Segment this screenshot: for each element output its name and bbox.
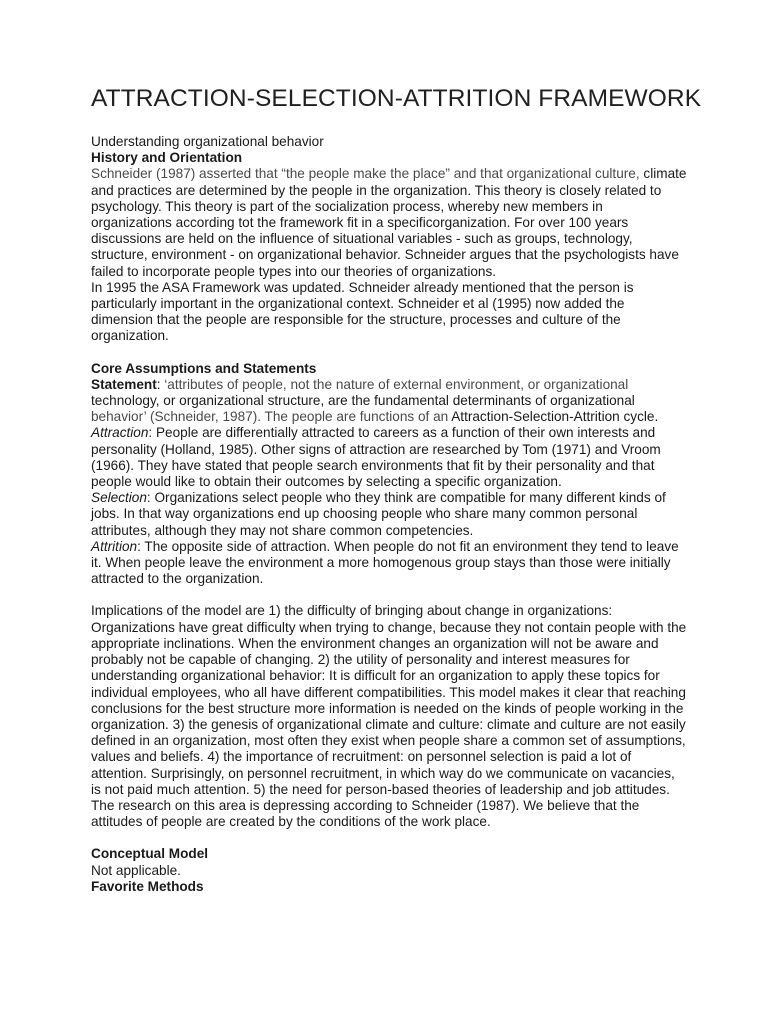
- attrition-text: : The opposite side of attraction. When people do not fit an environment they tend to leave it. When people leave the environment a more homogenous group stays than those were initially attracted to the organization.: [91, 538, 679, 587]
- section-heading-conceptual: Conceptual Model: [91, 846, 209, 862]
- section-heading-history: History and Orientation: [91, 150, 243, 166]
- statement-label: Statement: [91, 376, 157, 392]
- history-paragraph-2: In 1995 the ASA Framework was updated. Schneider already mentioned that the person is particularly important in the organizational context. Schneider et al (1995) now added the dimension that the people are responsible for the structure, processes and culture of the organization.: [91, 279, 634, 344]
- statement-citation: behavior’ (Schneider, 1987). The people are functions of an: [91, 409, 449, 425]
- attraction-label: Attraction: [91, 425, 149, 441]
- conceptual-text: Not applicable.: [91, 862, 181, 878]
- document-subtitle: Understanding organizational behavior: [91, 134, 324, 149]
- statement-separator: :: [156, 376, 165, 392]
- selection-label: Selection: [91, 490, 147, 506]
- spacer: [91, 345, 687, 361]
- statement-paragraph: [91, 377, 687, 426]
- history-paragraph-1-rest: climate and practices are determined by the people in the organization. This theory is closely related to psychology. This theory is part of the socialization process, whereby new members in organizations according tot the framework fit in a specificorganization. For over 100 years discussions are held on the influence of situational variables - such as groups, technology, structure, environment - on organizational behavior. Schneider argues that the psychologists have failed to incorporate people types into our theories of organizations.: [91, 166, 687, 279]
- attrition-label: Attrition: [91, 538, 138, 554]
- section-heading-methods: Favorite Methods: [91, 878, 204, 894]
- implications-paragraph: Implications of the model are 1) the difficulty of bringing about change in organizations: Organizations have great difficulty when trying to change, because they not contain people with the appropriate inclinations. When the environment changes an organization will not be aware and probably not be capable of changing. 2) the utility of personality and interest measures for understanding organizational behavior: It is difficult for an organization to apply these topics for individual employees, who all have different compatibilities. This model makes it clear that reaching conclusions for the best structure more information is needed on the kinds of people working in the organization. 3) the genesis of organizational climate and culture: climate and culture are not easily defined in an organization, most often they exist when people share a common set of assumptions, values and beliefs. 4) the importance of recruitment: on personnel selection is paid a lot of attention. Surprisingly, on personnel recruitment, in which way do we communicate on vacancies, is not paid much attention. 5) the need for person-based theories of leadership and job attitudes. The research on this area is depressing according to Schneider (1987). We believe that the attitudes of people are created by the conditions of the work place.: [91, 603, 687, 830]
- statement-middle: technology, or organizational structure, are the fundamental determinants of organizational: [91, 393, 635, 409]
- selection-paragraph: [91, 490, 687, 539]
- attrition-paragraph: [91, 539, 687, 588]
- document-body: [91, 84, 702, 895]
- history-paragraph-1: [91, 166, 687, 279]
- attraction-text: : People are differentially attracted to careers as a function of their own interests and personality (Holland, 1985). Other signs of attraction are researched by Tom (1971) and Vroom (1966). They have stated that people search environments that fit by their personality and that people would like to obtain their outcomes by selecting a specific organization.: [91, 425, 661, 490]
- spacer: [91, 830, 687, 846]
- selection-text: : Organizations select people who they think are compatible for many different kinds of jobs. In that way organizations end up choosing people who share many common personal attributes, although they may not share common competencies.: [91, 490, 666, 538]
- statement-quote: ‘attributes of people, not the nature of external environment, or organizational: [164, 376, 629, 392]
- attraction-paragraph: [91, 425, 687, 490]
- section-heading-core: Core Assumptions and Statements: [91, 360, 317, 376]
- spacer: [91, 587, 687, 603]
- document-title: ATTRACTION-SELECTION-ATTRITION FRAMEWORK: [91, 85, 702, 112]
- statement-end: Attraction-Selection-Attrition cycle.: [448, 409, 659, 425]
- history-paragraph-1-lead: Schneider (1987) asserted that “the people make the place” and that organizational culture,: [91, 166, 640, 182]
